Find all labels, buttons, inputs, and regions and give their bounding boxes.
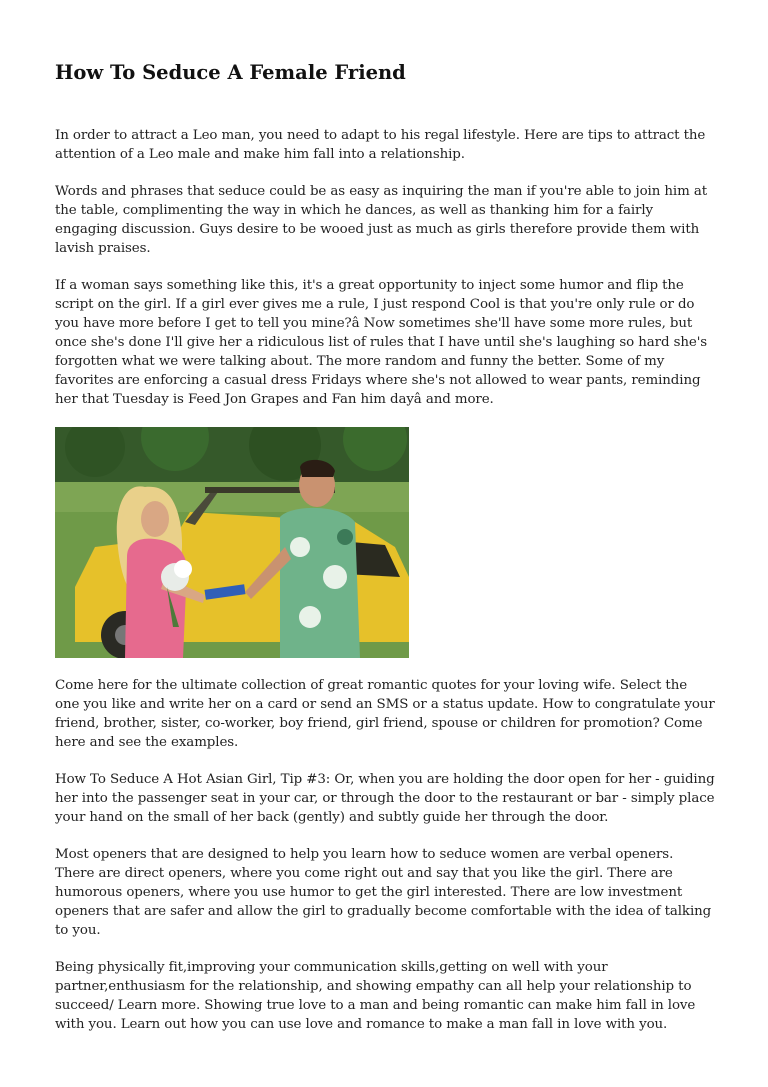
paragraph: How To Seduce A Hot Asian Girl, Tip #3: Or, when you are holding the door open for her - guiding her into the passenger seat in your car, or through the door to the restaurant or bar - simply place your hand on the small of her back (gently) and subtly guide her through the door. — [55, 772, 715, 825]
paragraph: Come here for the ultimate collection of great romantic quotes for your loving wife. Select the one you like and write her on a card or send an SMS or a status update. How to congratulate your friend, brother, sister, co-worker, boy friend, girl friend, spouse or children for promotion? Come here and see the examples. — [55, 678, 715, 750]
page-title: How To Seduce A Female Friend — [55, 61, 406, 84]
paragraph: In order to attract a Leo man, you need to adapt to his regal lifestyle. Here are tips to attract the attention of a Leo male and make him fall into a relationship. — [55, 128, 706, 162]
paragraph: Most openers that are designed to help you learn how to seduce women are verbal openers. There are direct openers, where you come right out and say that you like the girl. There are humorous openers, where you use humor to get the girl interested. There are low investment openers that are safer and allow the girl to gradually become comfortable with the idea of talking to you. — [55, 847, 712, 938]
couple-photo — [55, 427, 409, 658]
paragraph: If a woman says something like this, it's a great opportunity to inject some humor and flip the script on the girl. If a girl ever gives me a rule, I just respond Cool is that you're only rule or do you have more before I get to tell you mine?â Now sometimes she'll have some more rules, but once she's done I'll give her a ridiculous list of rules that I have until she's laughing so hard she's forgotten what we were talking about. The more random and funny the better. Some of my favorites are enforcing a casual dress Fridays where she's not allowed to wear pants, reminding her that Tuesday is Feed Jon Grapes and Fan him dayâ and more. — [55, 278, 708, 407]
document-content — [55, 60, 715, 1052]
photo-container — [55, 427, 715, 658]
paragraph: Being physically fit,improving your communication skills,getting on well with your partner,enthusiasm for the relationship, and showing empathy can all help your relationship to succeed/ Learn more. Showing true love to a man and being romantic can make him fall in love with you. Learn out how you can use love and romance to make a man fall in love with you. — [55, 960, 696, 1032]
paragraph: Words and phrases that seduce could be as easy as inquiring the man if you're able to join him at the table, complimenting the way in which he dances, as well as thanking him for a fairly engaging discussion. Guys desire to be wooed just as much as girls therefore provide them with lavish praises. — [55, 184, 708, 256]
